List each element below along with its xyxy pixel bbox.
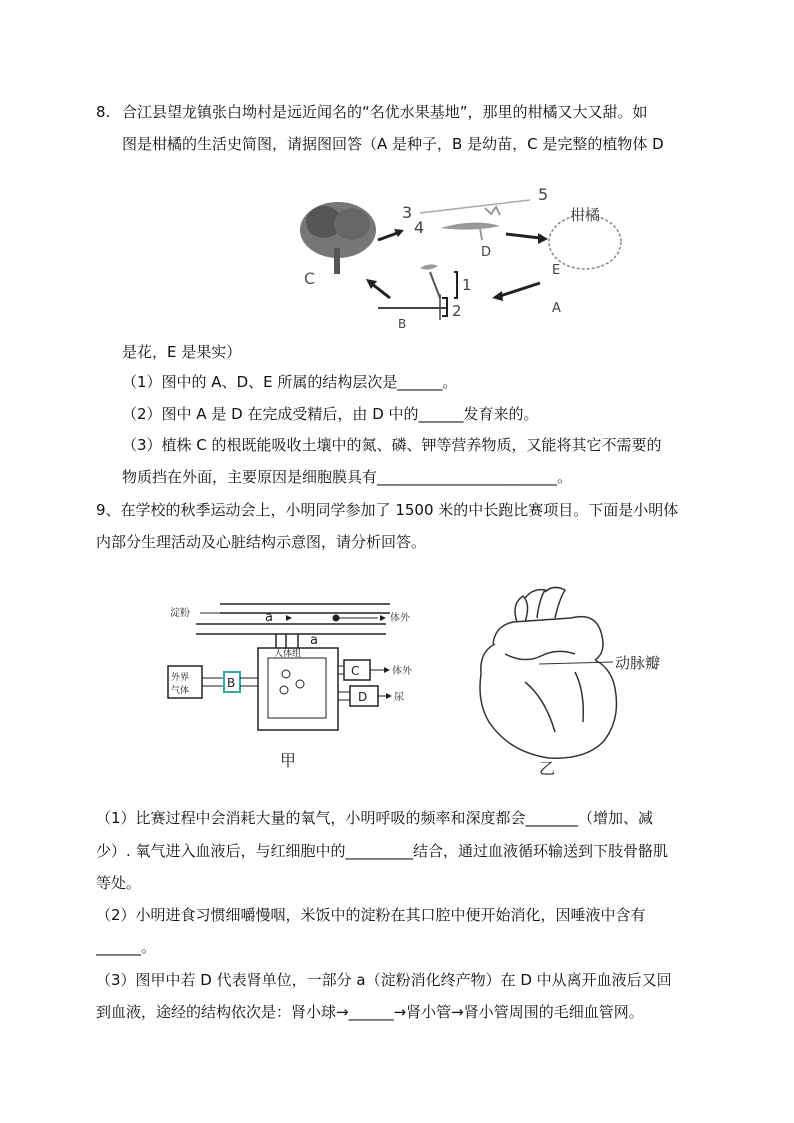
label-D-kidney: D <box>358 690 368 704</box>
label-C-skin: C <box>351 664 360 678</box>
label-E: E <box>552 263 561 278</box>
q9-sub1a: （1）比赛过程中会消耗大量的氧气，小明呼吸的频率和深度都会_______（增加、减 <box>96 809 654 827</box>
q9-sub1b: 少）. 氧气进入血液后，与红细胞中的_________结合，通过血液循环输送到下肢骨骼肌 <box>96 842 669 860</box>
q8-sub2: （2）图中 A 是 D 在完成受精后，由 D 中的______发育来的。 <box>122 405 539 423</box>
caption-yi: 乙 <box>539 759 556 777</box>
q9-sub3a: （3）图甲中若 D 代表肾单位，一部分 a（淀粉消化终产物）在 D 中从离开血液后又回 <box>96 971 672 989</box>
q8-line1: 合江县望龙镇张白坳村是远近闻名的“名优水果基地”，那里的柑橘又大又甜。如 <box>122 103 648 121</box>
q9-line1: 9、在学校的秋季运动会上，小明同学参加了 1500 米的中长跑比赛项目。下面是小明体 <box>96 501 679 519</box>
label-1: 1 <box>462 276 472 294</box>
q9-sub2a: （2）小明进食习惯细嚼慢咽，米饭中的淀粉在其口腔中便开始消化，因唾液中含有 <box>96 906 646 924</box>
q8-line3: 是花，E 是果实） <box>122 343 242 361</box>
label-3: 3 <box>402 203 413 222</box>
heart-icon <box>480 587 617 758</box>
q9-sub1c: 等处。 <box>96 874 142 892</box>
tree-icon <box>300 202 376 274</box>
seedling-icon <box>378 264 448 320</box>
blood-out-label: 体外 <box>390 613 410 624</box>
fruit-label: 柑橘 <box>570 206 601 224</box>
q9-sub3b: 到血液，途经的结构依次是：肾小球→______→肾小管→肾小管周围的毛细血管网。 <box>96 1003 644 1021</box>
q8-sub3a: （3）植株 C 的根既能吸收土壤中的氮、磷、钾等营养物质，又能将其它不需要的 <box>122 436 662 454</box>
aortic-valve-label: 动脉瓣 <box>615 654 661 672</box>
label-5: 5 <box>538 185 549 204</box>
label-C: C <box>304 269 316 288</box>
label-B-lung: B <box>227 676 236 690</box>
label-4: 4 <box>414 218 425 237</box>
q8-sub1: （1）图中的 A、D、E 所属的结构层次是______。 <box>122 373 458 391</box>
c-out-label: 体外 <box>392 666 412 677</box>
label-D: D <box>481 245 492 260</box>
label-a-side: a <box>310 633 318 648</box>
q9-sub2b: ______。 <box>96 938 157 956</box>
q8-sub3b: 物质挡在外面，主要原因是细胞膜具有________________________。 <box>122 468 573 486</box>
blood-in-label: 淀粉 <box>170 608 190 619</box>
label-a-top: a <box>265 610 273 625</box>
q9-line2: 内部分生理活动及心脏结构示意图，请分析回答。 <box>96 533 427 551</box>
physiology-diagram-jia <box>160 600 430 775</box>
tissue-label: 人体组 <box>274 649 302 659</box>
external-air-line2: 气体 <box>171 686 190 696</box>
external-air-line1: 外界 <box>171 673 190 683</box>
label-B: B <box>398 317 407 331</box>
heart-diagram-yi <box>465 582 695 777</box>
caption-jia: 甲 <box>280 751 297 770</box>
flower-icon <box>440 207 500 240</box>
d-out-label: 尿 <box>394 692 404 703</box>
citrus-life-cycle-figure <box>290 180 630 335</box>
label-2: 2 <box>452 302 462 320</box>
q8-number: 8. <box>96 103 111 121</box>
label-A: A <box>552 301 561 316</box>
q8-line2: 图是柑橘的生活史简图，请据图回答（A 是种子，B 是幼苗，C 是完整的植物体 D <box>122 135 664 153</box>
